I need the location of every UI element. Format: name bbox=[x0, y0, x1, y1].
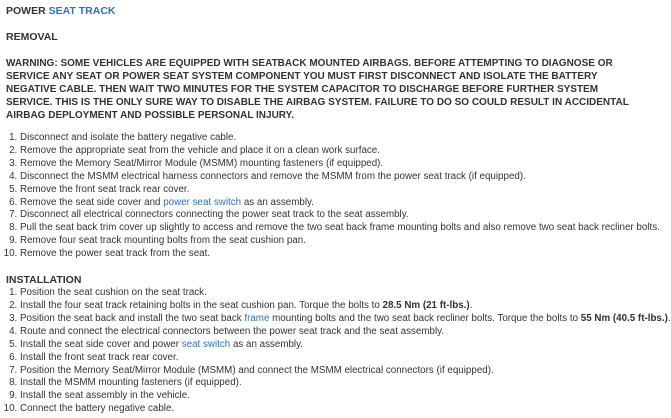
torque-value: 28.5 Nm (21 ft-lbs.) bbox=[382, 299, 470, 311]
installation-step: 6. Install the front seat track rear cover. bbox=[20, 352, 650, 365]
installation-heading: INSTALLATION bbox=[6, 274, 82, 287]
page-title bbox=[6, 5, 650, 17]
installation-step: 9. Install the seat assembly in the vehicle. bbox=[20, 390, 650, 403]
installation-step: 7. Position the Memory Seat/Mirror Module (MSMM) and connect the MSMM electrical connectors (if equipped). bbox=[20, 365, 650, 378]
frame-link[interactable]: frame bbox=[244, 312, 270, 324]
installation-step: 1. Position the seat cushion on the seat track. bbox=[20, 287, 650, 300]
removal-step: 2. Remove the appropriate seat from the vehicle and place it on a clean work surface. bbox=[20, 145, 650, 158]
installation-step bbox=[20, 339, 650, 352]
removal-step: 8. Pull the seat back trim cover up slightly to access and remove the two seat back frame mounting bolts and also remove two seat back recliner bolts. bbox=[20, 222, 650, 235]
installation-steps-list bbox=[6, 287, 671, 416]
title-prefix: POWER bbox=[6, 5, 49, 17]
removal-step: 9. Remove four seat track mounting bolts from the seat cushion pan. bbox=[20, 235, 650, 248]
removal-step: 1. Disconnect and isolate the battery negative cable. bbox=[20, 132, 650, 145]
step-text: Position the seat back and install the two seat back bbox=[20, 312, 245, 324]
installation-step: 4. Route and connect the electrical connectors between the power seat track and the seat assembly. bbox=[20, 326, 650, 339]
step-text: mounting bolts and the two seat back recliner bolts. Torque the bolts to bbox=[269, 312, 581, 324]
power-seat-switch-link[interactable]: power seat switch bbox=[163, 196, 242, 208]
seat-switch-link[interactable]: seat switch bbox=[181, 338, 231, 350]
step-text: as an assembly. bbox=[230, 338, 304, 350]
step-text: Remove the seat side cover and bbox=[20, 196, 164, 208]
installation-step: 10. Connect the battery negative cable. bbox=[20, 403, 650, 416]
step-text: Install the four seat track retaining bolts in the seat cushion pan. Torque the bolts to bbox=[20, 299, 383, 311]
removal-step: 5. Remove the front seat track rear cover. bbox=[20, 184, 650, 197]
step-text: Install the seat side cover and power bbox=[20, 338, 182, 350]
removal-step bbox=[20, 197, 650, 210]
removal-heading: REMOVAL bbox=[6, 31, 58, 43]
seat-track-link[interactable]: SEAT TRACK bbox=[48, 5, 116, 17]
airbag-warning: WARNING: SOME VEHICLES ARE EQUIPPED WITH SEATBACK MOUNTED AIRBAGS. BEFORE ATTEMPTING TO DIAGNOSE OR SERVICE ANY SEAT OR POWER SEAT SYSTEM COMPONENT YOU MUST FIRST DISCONNECT AND ISOLATE THE BATTERY NEGATIVE CABLE. THEN WAIT TWO MINUTES FOR THE SYSTEM CAPACITOR TO DISCHARGE BEFORE FURTHER SYSTEM SERVICE. THIS IS THE ONLY SURE WAY TO DISABLE THE AIRBAG SYSTEM. FAILURE TO DO SO COULD RESULT IN ACCIDENTAL AIRBAG DEPLOYMENT AND POSSIBLE PERSONAL INJURY. bbox=[6, 58, 629, 121]
installation-step bbox=[20, 300, 650, 313]
step-text: . bbox=[469, 299, 473, 311]
installation-step: 8. Install the MSMM mounting fasteners (if equipped). bbox=[20, 377, 650, 390]
removal-step: 4. Disconnect the MSMM electrical harness connectors and remove the MSMM from the power seat track (if equipped). bbox=[20, 171, 650, 184]
installation-step bbox=[20, 312, 671, 326]
torque-value: 55 Nm (40.5 ft-lbs.) bbox=[580, 312, 668, 324]
step-text: as an assembly. bbox=[241, 196, 314, 208]
step-text: . bbox=[667, 312, 671, 324]
removal-step: 10. Remove the power seat track from the seat. bbox=[20, 248, 650, 261]
removal-step: 3. Remove the Memory Seat/Mirror Module (MSMM) mounting fasteners (if equipped). bbox=[20, 158, 650, 171]
removal-steps-list bbox=[6, 132, 660, 261]
removal-step: 7. Disconnect all electrical connectors connecting the power seat track to the seat assembly. bbox=[20, 209, 650, 222]
